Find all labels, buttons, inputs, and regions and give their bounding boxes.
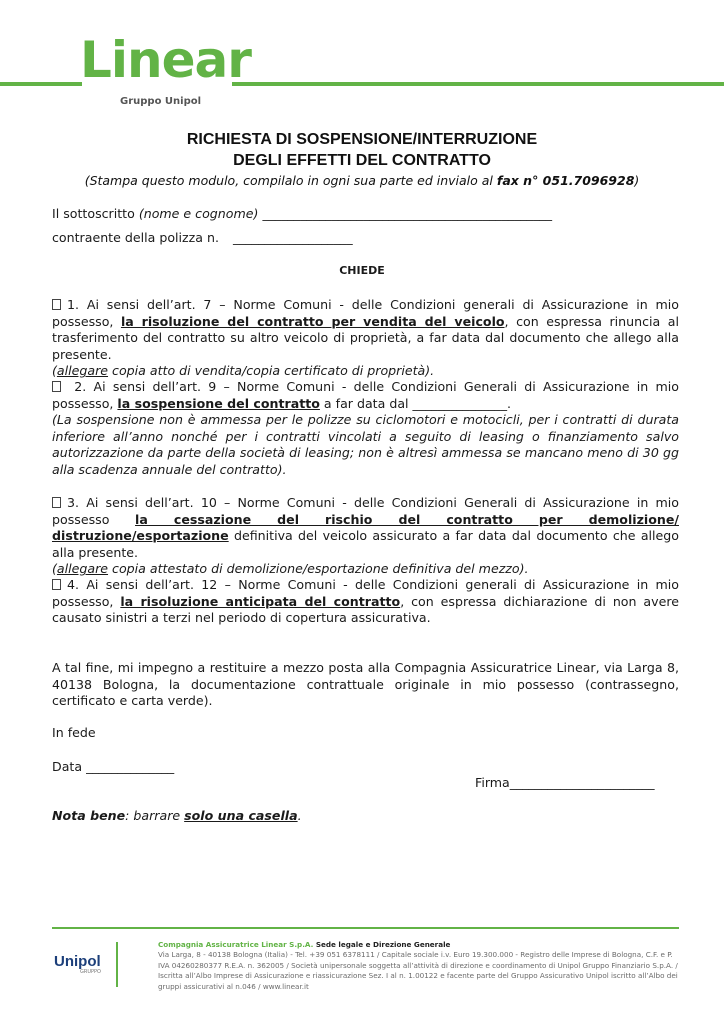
firma-field[interactable]: Firma_______________________ xyxy=(475,775,655,790)
option-2-text: a far data dal _______________. xyxy=(319,395,512,411)
sottoscritto-label: Il sottoscritto xyxy=(52,206,139,221)
option-1-request: la risoluzione del contratto per vendita del veicolo xyxy=(120,313,505,329)
document-title-line2: DEGLI EFFETTI DEL CONTRATTO xyxy=(233,152,491,169)
sottoscritto-field[interactable] xyxy=(52,206,552,223)
nota-bene: Nota bene: barrare solo una casella. xyxy=(52,808,302,823)
unipol-logo: Unipol xyxy=(54,953,101,970)
subtitle-text: (Stampa questo modulo, compilalo in ogni sua parte ed invialo al xyxy=(84,173,497,188)
polizza-blank[interactable]: ___________________ xyxy=(232,230,353,245)
checkbox-option-1[interactable] xyxy=(52,299,61,310)
in-fede: In fede xyxy=(52,725,96,740)
footer-company: Compagnia Assicuratrice Linear S.p.A. xyxy=(158,940,314,949)
footer-details: Via Larga, 8 - 40138 Bologna (Italia) - Tel. +39 051 6378111 / Capitale sociale i.v. Euro 19.300.000 - Registro delle Imprese di Bologna, C.F. e P. IVA 04260280377 R.E.A. n. 362005 / Società unipersonale soggetta all’attività di direzione e coordinamento di Unipol Gruppo Finanziario S.p.A. / Iscritta all’Albo Imprese di Assicurazione e riassicurazione Sez. I al n. 1.00122 e facente parte del Gruppo Assicurativo Unipol iscritto all’Albo dei gruppi assicurativi al n.046 / www.linear.it xyxy=(158,950,678,991)
footer-separator xyxy=(116,942,118,987)
option-4-text: , con espressa dichiarazione di non avere causato sinistri a terzi nel periodo di copertura assicurativa. xyxy=(52,593,679,626)
option-1-note: (allegare copia atto di vendita/copia certificato di proprietà). xyxy=(52,363,435,379)
header-rule-left xyxy=(0,82,82,86)
option-2-request: la sospensione del contratto xyxy=(117,395,320,411)
sottoscritto-hint: (nome e cognome) xyxy=(138,206,259,221)
option-1-intro: 1. Ai sensi dell’art. 7 – Norme Comuni - delle Condizioni generali di Assicurazione in mio possesso, xyxy=(52,297,679,329)
option-3-text: definitiva del veicolo assicurato a far data dal documento che allego alla presente. xyxy=(52,528,679,560)
document-subtitle xyxy=(0,173,724,188)
option-2-note: (La sospensione non è ammessa per le polizze su ciclomotori e motocicli, per i contratti di durata inferiore all’anno nonché per i contratti vincolati a seguito di leasing o finanziamento salvo autorizzazione da parte della società di leasing; non è altresì ammessa se mancano meno di 30 gg alla scadenza annuale del contratto). xyxy=(52,412,679,477)
option-4-request: la risoluzione anticipata del contratto xyxy=(120,593,401,609)
logo-subtitle: Gruppo Unipol xyxy=(120,96,202,107)
nota-bene-label: Nota bene xyxy=(52,808,126,823)
impegno-paragraph: A tal fine, mi impegno a restituire a mezzo posta alla Compagnia Assicuratrice Linear, via Larga 8, 40138 Bologna, la documentazione contrattuale originale in mio possesso (contrassegno, certificato e carta verde). xyxy=(52,660,679,709)
subtitle-close: ) xyxy=(634,173,640,188)
footer-rule xyxy=(52,927,679,929)
chiede-heading: CHIEDE xyxy=(339,264,385,277)
polizza-label: contraente della polizza n. xyxy=(52,230,219,245)
option-4-intro: 4. Ai sensi dell’art. 12 – Norme Comuni - delle Condizioni generali di Assicurazione in mio possesso, xyxy=(52,577,679,609)
option-3-request: la cessazione del rischio del contratto per demolizione/ distruzione/esportazione xyxy=(52,511,679,544)
option-3-note: (allegare copia attestato di demolizione/esportazione definitiva del mezzo). xyxy=(52,561,529,577)
document-title-line1: RICHIESTA DI SOSPENSIONE/INTERRUZIONE xyxy=(186,131,538,148)
fax-number: fax n° 051.7096928 xyxy=(496,173,635,188)
option-1 xyxy=(52,297,679,380)
option-1-text: , con espressa rinuncia al trasferimento del contratto su altro veicolo di proprietà, a far data dal documento che allego alla presente. xyxy=(52,313,679,362)
linear-logo: Linear xyxy=(80,31,251,89)
option-4 xyxy=(52,577,679,627)
option-3 xyxy=(52,495,679,578)
option-2 xyxy=(52,379,679,479)
footer-legal-text xyxy=(158,940,678,992)
header-rule-right xyxy=(232,82,724,86)
checkbox-option-2[interactable] xyxy=(52,381,61,392)
footer-seat: Sede legale e Direzione Generale xyxy=(313,940,451,949)
checkbox-option-4[interactable] xyxy=(52,579,61,590)
data-field[interactable]: Data ______________ xyxy=(52,759,175,774)
checkbox-option-3[interactable] xyxy=(52,497,61,508)
sottoscritto-blank[interactable]: ______________________________________________ xyxy=(258,206,553,221)
unipol-logo-sub: GRUPPO xyxy=(80,969,101,975)
polizza-field[interactable] xyxy=(52,230,353,247)
nota-bene-emphasis: solo una casella xyxy=(184,808,298,823)
option-3-intro: 3. Ai sensi dell’art. 10 – Norme Comuni - delle Condizioni Generali di Assicurazione in mio possesso xyxy=(52,495,679,527)
option-2-intro: 2. Ai sensi dell’art. 9 – Norme Comuni - delle Condizioni Generali di Assicurazione in mio possesso, xyxy=(52,379,679,411)
